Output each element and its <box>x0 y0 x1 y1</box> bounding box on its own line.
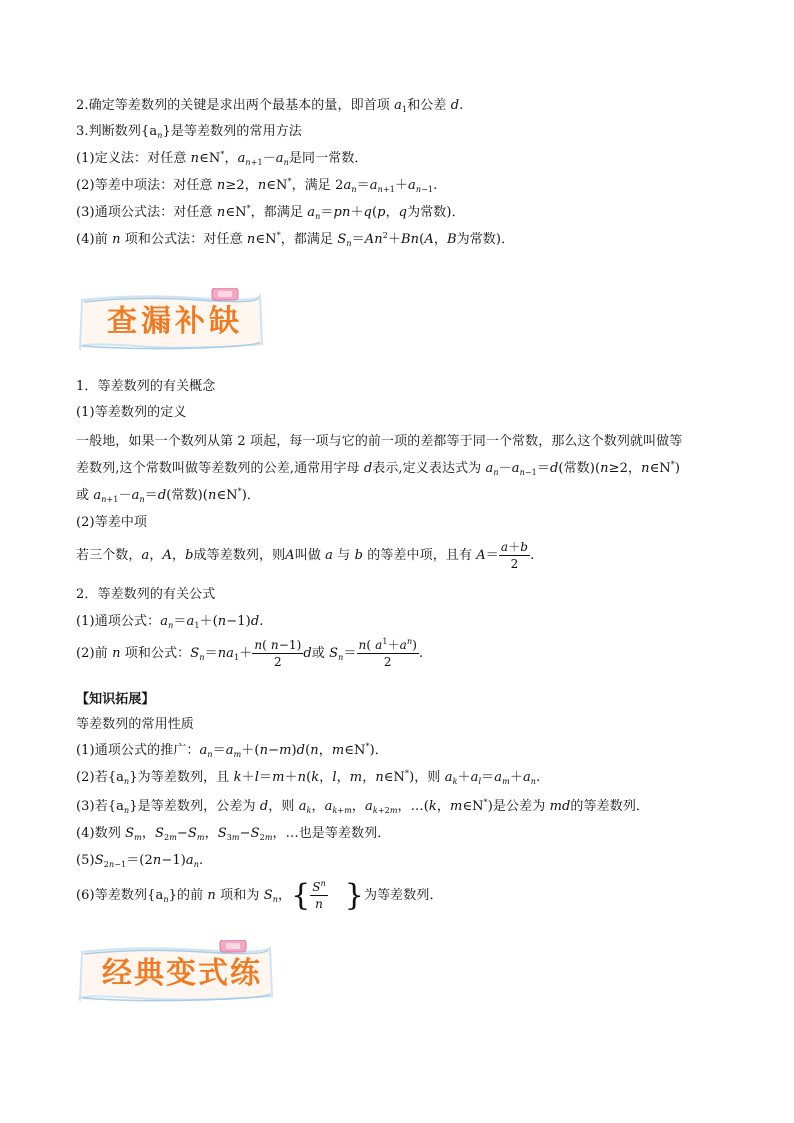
paragraph-definition-2: 差数列,这个常数叫做等差数列的公差,通常用字母 d表示,定义表达式为 $a_n-a_{n-1}=d$(常数)(n≥2，n∈N*) <box>76 460 681 477</box>
property-3: (3)若$\{a_n\}$是等差数列，公差为 d，则 $a_k$，$a_{k+m}$，$a_{k+2m}$，…(k，m∈N*)是公差为 md的等差数列． <box>76 798 650 815</box>
text-properties-intro: 等差数列的常用性质 <box>76 717 194 732</box>
text-line-method-sum: (4)前 n 项和公式法：对任意 n∈N*，都满足 $S_n=An^2+Bn(A$，B为常数)． <box>76 231 515 248</box>
badge-review-title: 查漏补缺 <box>107 304 243 339</box>
property-4: (4)数列 $S_m$，$S_{2m}-S_m$，$S_{3m}-S_{2m}$，…也是等差数列． <box>76 826 391 842</box>
paragraph-definition-3: 或 $a_{n+1}-a_n=d$(常数)(n∈N*)． <box>76 487 261 504</box>
property-5: $(5)S_{2n-1}=(2n-1)a_n$. <box>76 853 204 869</box>
text-line-method-general-term: (3)通项公式法：对任意 n∈N*，都满足 $a_n=pn+q(p$，q为常数)． <box>76 204 465 221</box>
subheading-middle-term: (2)等差中项 <box>76 515 148 530</box>
property-6: (6)等差数列$\{a_n\}$的前 n 项和为 $S_n$，{ $\frac{S^n}{n}$ }为等差数列． <box>76 877 443 913</box>
text-line-method-middle-term: (2)等差中项法：对任意 n≥2，n∈N*，满足 $2a_n=a_{n+1}+a_{n-1}$. <box>76 177 438 194</box>
text-line-methods-title: 3.判断数列$\{a_n\}$是等差数列的常用方法 <box>76 124 302 140</box>
paragraph-middle-term: 若三个数，a，A，b成等差数列，则A叫做 a 与 b 的等差中项，且有 A＝ $\frac{a+b}{2}$ . <box>76 540 535 571</box>
text-line-method-definition: (1)定义法：对任意 n∈N*，$a_{n+1}-a_n$是同一常数． <box>76 150 368 167</box>
property-2: (2)若$\{a_n\}$为等差数列，且 k＋l＝m＋n(k，l，m，n∈N*)，则 $a_k+a_l=a_m+a_n$. <box>76 769 541 786</box>
section-badge-practice <box>76 940 276 1006</box>
subheading-definition: (1)等差数列的定义 <box>76 405 187 420</box>
property-1: (1)通项公式的推广：$a_n=a_m+(n-m)d(n$，m∈N*)． <box>76 742 388 759</box>
text-line-key-quantities: 2.确定等差数列的关键是求出两个最基本的量，即首项 $a_1$和公差 d. <box>76 98 464 114</box>
heading-formulas: 2．等差数列的有关公式 <box>76 587 216 602</box>
formula-general-term: (1)通项公式：$a_n=a_1+(n-1)d$. <box>76 614 264 630</box>
paragraph-definition-1: 一般地，如果一个数列从第 2 项起，每一项与它的前一项的差都等于同一个常数，那么这个数列就叫做等 <box>76 434 683 449</box>
badge-practice-title: 经典变式练 <box>102 956 262 991</box>
section-badge-review <box>76 288 266 354</box>
heading-concepts: 1．等差数列的有关概念 <box>76 379 216 394</box>
formula-sum: (2)前 n 项和公式：$S_n=na_1+$ $\frac{n( n-1)}{2}$ d或 $S_n=$ $\frac{n( a^1+a^n)}{2}$ . <box>76 637 424 669</box>
heading-extension: 【知识拓展】 <box>76 692 155 707</box>
